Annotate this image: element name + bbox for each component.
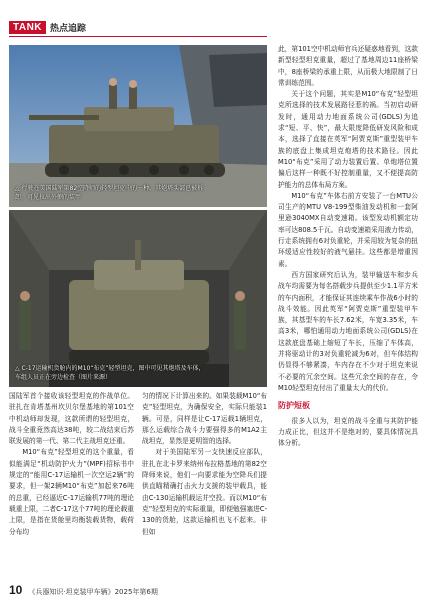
- page-number: 10: [9, 583, 23, 597]
- tank-airfield-image: [9, 45, 267, 207]
- paragraph: 西方国家研究后认为，装甲输送车和步兵战车均需要为每名搭载步兵提供至少1.1平方米的车内面积，才能保证其连续乘车作战6小时的战斗效能。因此英军“阿贾克斯”重型装甲车族，其基型车的车长7.62米，车宽3.35米，车高3米，哪怕通用动力地面系统公司(GDLS)在这款底盘基础上缩短了车长，压缩了车体高，并将驱动计的3对负重轮减为6对，但车体结构仍显得不够紧凑，车内存在不少对于坦克来说不必要的冗余空间。这些冗余空间的存在，令M10轻型坦克付出了重量太大的代价。: [278, 270, 418, 392]
- paragraph: 此，第101空中机动师官兵还疑惑地看到，这款新型轻型坦克重量，超过了基地周边11座桥梁中，8座桥梁的承重上限，从而极大地限制了日常训练范围。: [278, 45, 418, 87]
- page-footer: [9, 583, 158, 597]
- paragraph: 国陆军首个接收该轻型坦克的作战单位。驻扎在肯塔基州坎贝尔堡基地的第101空中机动师却发现，这款所谓的轻型坦克，战斗全重竟然高达38吨，较二战结束后苏联发展的第一代、第二代主战坦克还重。: [9, 392, 134, 446]
- column-tag: TANK: [9, 21, 46, 34]
- paragraph: M10“布克”车体右前方安装了一台MTU公司生产的MTU V8-199型柴油发动机和一套阿里逊3040MX自动变速箱。该型发动机额定功率可达808.5千瓦。自动变速箱采用液力传动，行走系统拥有6对负重轮，并采用较为复杂的扭环缓适应性较好的液气悬挂。这些都是增重因素。: [278, 191, 418, 268]
- text-column-c: [278, 44, 418, 449]
- issue-label: 《兵器知识·坦克装甲车辆》2025年第6期: [28, 588, 158, 596]
- page-header: [9, 20, 86, 34]
- header-rule: [9, 36, 267, 37]
- text-column-b: [142, 391, 267, 538]
- tank-cargo-image: [9, 210, 267, 387]
- paragraph: 关于这个问题，其实是M10“布克”轻型坦克所选择的技术发展路径惹的祸。当初启动研发时，通用动力地面系统公司(GDLS)为追求“短、平、快”，最大限度降低研发风险和成本，选择了直接在英军“阿贾克斯”重型装甲车族的底盘上集成坦克炮塔的技术路径。因此M10“布克”采用了动力装置后置、单炮塔位置偏后这样一种既不好控制重量，又不便提高防护能力的总体布局方案。: [278, 90, 418, 189]
- photo-caption: △ C-17运输机货舱内的M10“布克”轻型坦克，图中可见其炮塔及车体，车组人员正在旁边检查（图片来源）: [15, 365, 205, 381]
- photo-tank-cargo-hold: [9, 210, 267, 387]
- photo-caption: △ 行驶在美国陆军第82空降师的轻型坦克中的一种，其炮塔头部已被拆卸，可见拉出外侧的装甲: [15, 185, 204, 201]
- paragraph: 很多人以为，坦克的战斗全重与其防护能力成正比，但这并不是绝对的，要具体情况具体分析。: [278, 416, 418, 448]
- section-title: 热点追踪: [50, 23, 87, 34]
- section-heading: 防护短板: [278, 401, 310, 411]
- photo-tank-airfield: [9, 45, 267, 207]
- paragraph: 对于美国陆军另一支快速反应部队，驻扎在北卡罗来纳州布拉格基地的第82空降师来说，他们一向要求能为空降兵们提供直瞄精确打击火力支援的装甲载具，能由C-130运输机载运并空投。而以M10“布克”轻型坦克的实际重量，即便勉强塞进C-130的货舱，这款运输机也飞不起来。非但如: [142, 448, 267, 536]
- paragraph: M10“布克”轻型坦克的这个重量，看似能满足“机动防护火力”(MPF)招标书中规定的“能用C-17运输机一次空运2辆”的要求，但一架2辆M10“布克”加起来76吨的总重，已经逼近C-17运输机77吨的理论载重上限，二者C-17这个77吨的理论载重上限，是指在货舱里均衡装载货物，载荷分布均: [9, 448, 134, 536]
- text-column-a: [9, 391, 134, 538]
- paragraph: 匀的情况下计算出来的。如果装载M10“布克”轻型坦克，为确保安全，实际只能装1辆。可是，同样是让C-17运载1辆坦克，那么运载综合战斗力要强得多的M1A2主战坦克，显然是更明智的选择。: [142, 392, 267, 446]
